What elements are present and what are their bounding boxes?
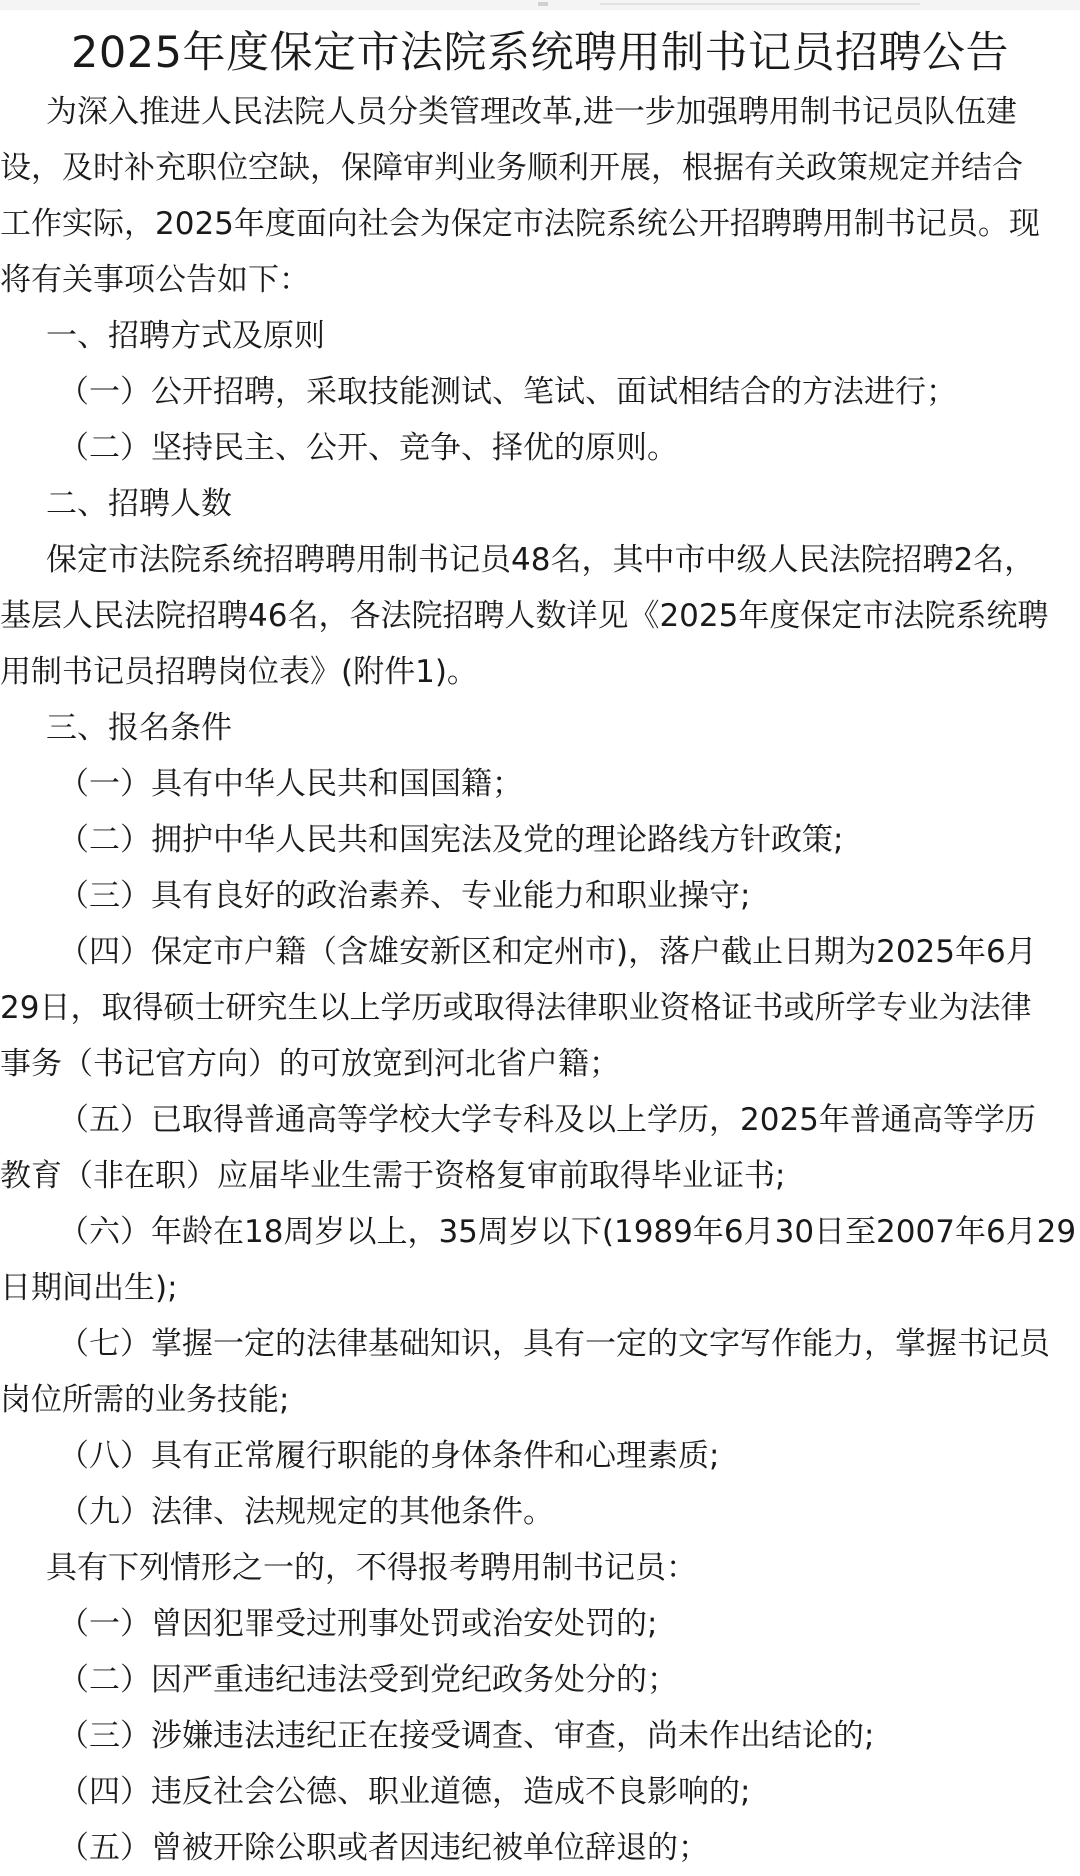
list-item: （五）曾被开除公职或者因违纪被单位辞退的； <box>58 1830 709 1866</box>
list-item: （五）已取得普通高等学校大学专科及以上学历，2025年普通高等学历 <box>58 1102 1036 1138</box>
list-item: （二）坚持民主、公开、竞争、择优的原则。 <box>58 430 678 466</box>
list-item: （六）年龄在18周岁以上，35周岁以下(1989年6月30日至2007年6月29 <box>58 1214 1077 1250</box>
list-item: （三）涉嫌违法违纪正在接受调查、审查，尚未作出结论的; <box>58 1718 875 1754</box>
text-line: 29日，取得硕士研究生以上学历或取得法律职业资格证书或所学专业为法律 <box>0 990 1032 1026</box>
section-3 <box>0 700 1080 1540</box>
section-1 <box>0 308 1080 476</box>
top-status-strip <box>0 0 1080 10</box>
page-title: 2025年度保定市法院系统聘用制书记员招聘公告 <box>71 28 1009 78</box>
strip-indicator <box>538 2 548 6</box>
list-item: （七）掌握一定的法律基础知识，具有一定的文字写作能力，掌握书记员 <box>58 1326 1050 1362</box>
strip-bar <box>600 3 920 5</box>
text-line: 岗位所需的业务技能; <box>0 1382 290 1418</box>
text-line: 事务（书记官方向）的可放宽到河北省户籍； <box>0 1046 620 1082</box>
list-item: （二）拥护中华人民共和国宪法及党的理论路线方针政策; <box>58 822 844 858</box>
section-heading: 二、招聘人数 <box>46 486 232 522</box>
text-line: 保定市法院系统招聘聘用制书记员48名，其中市中级人民法院招聘2名， <box>46 542 1036 578</box>
list-item: （二）因严重违纪违法受到党纪政务处分的； <box>58 1662 678 1698</box>
section-heading: 三、报名条件 <box>46 710 232 746</box>
intro-paragraph <box>0 84 1080 308</box>
text-line: 设，及时补充职位空缺，保障审判业务顺利开展，根据有关政策规定并结合 <box>0 150 1023 186</box>
list-item: （八）具有正常履行职能的身体条件和心理素质; <box>58 1438 720 1474</box>
list-item: （九）法律、法规规定的其他条件。 <box>58 1494 554 1530</box>
list-item: （四）违反社会公德、职业道德，造成不良影响的; <box>58 1774 751 1810</box>
text-line: 为深入推进人民法院人员分类管理改革,进一步加强聘用制书记员队伍建 <box>46 94 1017 130</box>
text-line: 基层人民法院招聘46名，各法院招聘人数详见《2025年度保定市法院系统聘 <box>0 598 1049 634</box>
section-heading: 一、招聘方式及原则 <box>46 318 325 354</box>
list-item: （一）具有中华人民共和国国籍； <box>58 766 523 802</box>
list-item: （三）具有良好的政治素养、专业能力和职业操守; <box>58 878 751 914</box>
section-heading: 具有下列情形之一的，不得报考聘用制书记员： <box>46 1550 697 1586</box>
list-item: （一）曾因犯罪受过刑事处罚或治安处罚的; <box>58 1606 658 1642</box>
text-line: 工作实际，2025年度面向社会为保定市法院系统公开招聘聘用制书记员。现 <box>0 206 1040 242</box>
disqualification-section <box>0 1540 1080 1876</box>
text-line: 教育（非在职）应届毕业生需于资格复审前取得毕业证书; <box>0 1158 786 1194</box>
text-line: 日期间出生); <box>0 1270 178 1306</box>
list-item: （四）保定市户籍（含雄安新区和定州市)，落户截止日期为2025年6月 <box>58 934 1037 970</box>
text-line: 用制书记员招聘岗位表》(附件1)。 <box>0 654 478 690</box>
list-item: （一）公开招聘，采取技能测试、笔试、面试相结合的方法进行； <box>58 374 957 410</box>
announcement-document <box>0 22 1080 1876</box>
text-line: 将有关事项公告如下： <box>0 262 310 298</box>
section-2 <box>0 476 1080 700</box>
